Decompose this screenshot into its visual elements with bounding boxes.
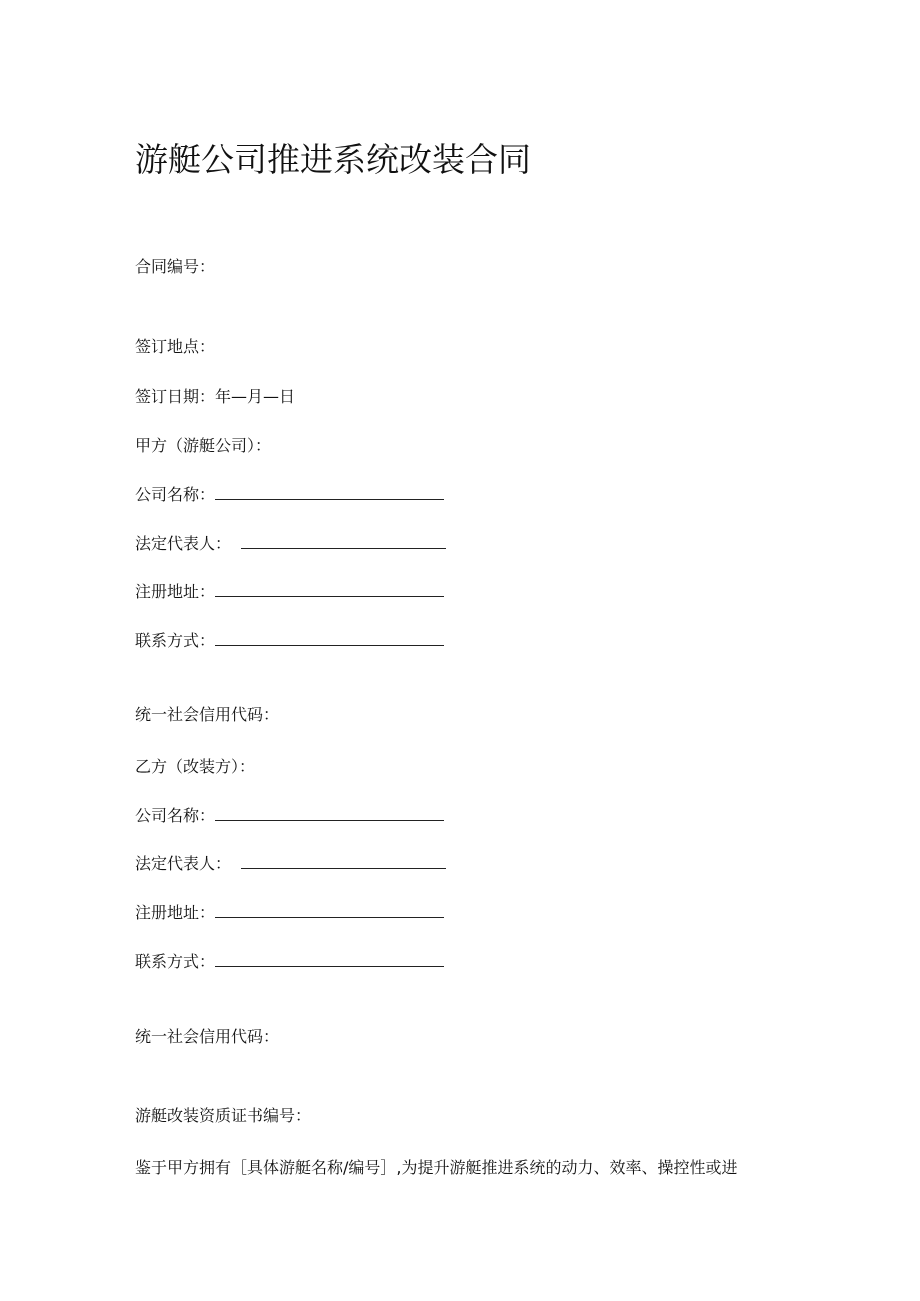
contract-number-label: 合同编号： (135, 257, 216, 276)
party-a-company-name-line (135, 484, 444, 506)
party-a-contact-blank[interactable] (215, 630, 444, 646)
party-b-heading (135, 756, 255, 778)
party-a-legal-rep-label: 法定代表人： (135, 534, 232, 553)
party-a-legal-rep-line (135, 533, 446, 555)
sign-date-line (135, 386, 295, 408)
party-a-legal-rep-blank[interactable] (241, 533, 446, 549)
party-a-company-name-label: 公司名称： (135, 485, 216, 504)
party-b-contact-blank[interactable] (215, 951, 444, 967)
party-b-contact-line (135, 951, 444, 973)
party-a-contact-label: 联系方式： (135, 631, 216, 650)
party-a-heading (135, 435, 271, 457)
party-b-address-blank[interactable] (215, 902, 444, 918)
party-b-contact-label: 联系方式： (135, 952, 216, 971)
party-b-legal-rep-label: 法定代表人： (135, 854, 232, 873)
party-a-credit-code-label: 统一社会信用代码： (135, 705, 280, 724)
party-b-address-label: 注册地址： (135, 903, 216, 922)
recital-text: 鉴于甲方拥有［具体游艇名称/编号］,为提升游艇推进系统的动力、效率、操控性或进 (135, 1158, 738, 1177)
party-a-contact-line (135, 630, 444, 652)
party-a-address-blank[interactable] (215, 581, 444, 597)
party-b-legal-rep-blank[interactable] (241, 853, 446, 869)
party-a-heading-text: 甲方（游艇公司）： (135, 436, 272, 455)
party-b-company-name-blank[interactable] (215, 805, 444, 821)
party-b-credit-code-label: 统一社会信用代码： (135, 1027, 280, 1046)
recital-paragraph (135, 1157, 737, 1179)
party-a-address-line (135, 581, 444, 603)
sign-place-line (135, 336, 215, 358)
party-a-credit-code-line (135, 704, 279, 726)
party-b-cert-no-line (135, 1105, 311, 1127)
party-b-heading-text: 乙方（改装方）： (135, 757, 256, 776)
party-b-company-name-line (135, 805, 444, 827)
party-b-cert-no-label: 游艇改装资质证书编号： (135, 1106, 312, 1125)
contract-number-line (135, 256, 215, 278)
party-b-company-name-label: 公司名称： (135, 806, 216, 825)
party-a-company-name-blank[interactable] (215, 484, 444, 500)
party-b-legal-rep-line (135, 853, 446, 875)
party-b-credit-code-line (135, 1026, 279, 1048)
party-b-address-line (135, 902, 444, 924)
sign-date-label: 签订日期：年—月—日 (135, 387, 296, 406)
document-title: 游艇公司推进系统改装合同 (135, 140, 531, 179)
sign-place-label: 签订地点： (135, 337, 216, 356)
party-a-address-label: 注册地址： (135, 582, 216, 601)
